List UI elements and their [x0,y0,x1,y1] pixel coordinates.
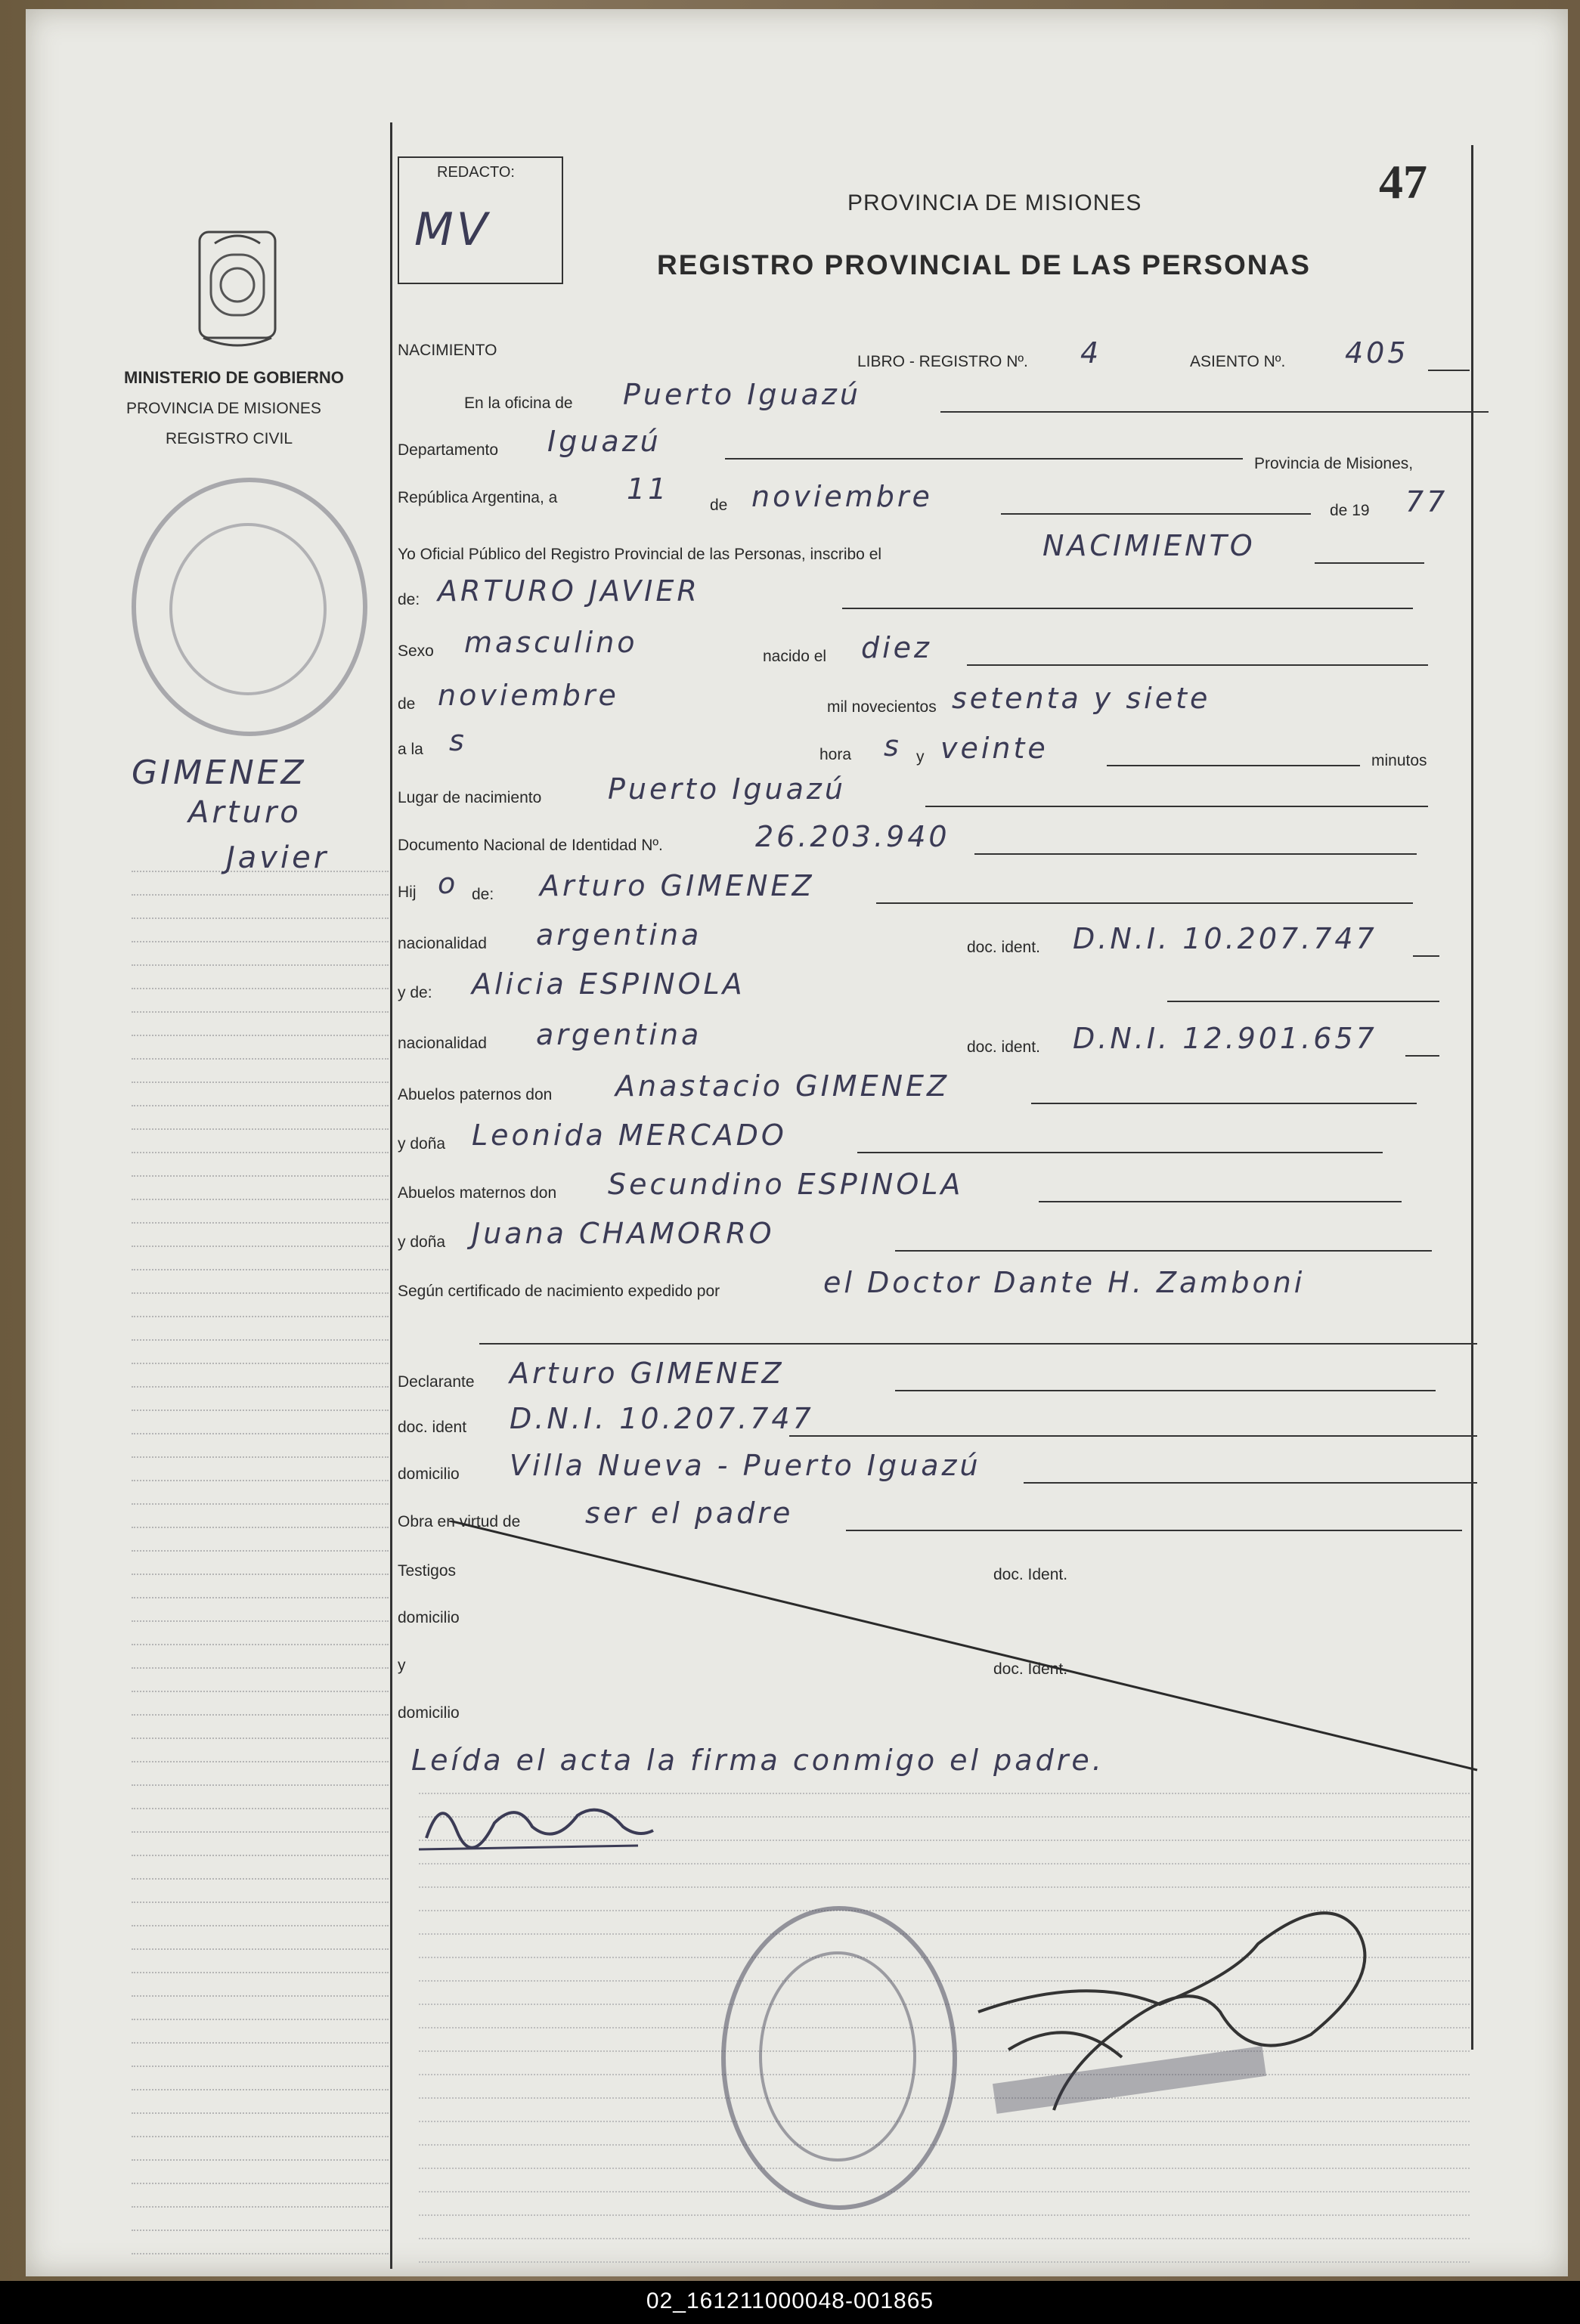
anio-texto-value: setenta y siete [952,682,1211,715]
left-ruling-line [132,1456,389,1459]
left-ruling-line [132,1175,389,1177]
certificado-continuation-line [479,1343,1477,1345]
left-ruling-line [132,2206,389,2208]
fill-line [895,1390,1436,1391]
left-margin-line [390,122,392,2269]
left-ruling-line [132,1550,389,1552]
domicilio2-label: domicilio [398,1609,460,1626]
departamento-label: Departamento [398,441,499,459]
left-ruling-line [132,1527,389,1529]
fill-line [1001,513,1311,515]
y-label: y [916,748,925,766]
fill-line [789,1435,1477,1437]
footer-id: 02_161211000048-001865 [646,2288,934,2313]
libro-label: LIBRO - REGISTRO Nº. [857,353,1028,370]
hora-label: hora [819,746,852,763]
left-ruling-line [132,1784,389,1787]
left-ruling-line [132,1316,389,1318]
fill-line [974,853,1417,855]
left-ruling-line [132,1199,389,1201]
left-ruling-line [132,1011,389,1013]
left-ruling-line [132,1714,389,1716]
fill-line [940,411,1489,413]
dni-label: Documento Nacional de Identidad Nº. [398,837,663,854]
ydona2-label: y doña [398,1233,446,1251]
minutos-label: minutos [1371,752,1427,769]
left-ruling-line [132,1058,389,1060]
yo-oficial-label: Yo Oficial Público del Registro Provincial de las Personas, inscribo el [398,546,882,563]
left-ruling-line [132,1691,389,1693]
madre-doc-value: D.N.I. 12.901.657 [1073,1022,1377,1055]
left-ruling-line [132,1948,389,1951]
obra-label: Obra en virtud de [398,1513,521,1530]
left-ruling-line [132,1105,389,1107]
hij-suffix-value: o [438,867,459,900]
page-number: 47 [1379,155,1427,209]
asiento-value: 405 [1345,336,1409,370]
madre-nac-value: argentina [536,1018,702,1051]
nacionalidad-label: nacionalidad [398,935,487,952]
fill-line [925,806,1428,807]
alas-label: a la [398,741,423,758]
oficina-label: En la oficina de [464,395,573,412]
left-ruling-line [132,2112,389,2115]
madre-value: Alicia ESPINOLA [472,967,745,1001]
right-ruling-line [419,2191,1470,2193]
dia-value: 11 [627,472,670,506]
left-ruling-line [132,1878,389,1880]
minutos-value: veinte [940,732,1049,765]
certificado-value: el Doctor Dante H. Zamboni [823,1266,1306,1299]
hij-label: Hij [398,883,417,901]
left-ruling-line [132,2183,389,2185]
dni-value: 26.203.940 [755,820,950,853]
nacido-mes-value: noviembre [438,679,619,712]
de3-label: de [398,695,416,713]
declarante-doc-value: D.N.I. 10.207.747 [510,1402,814,1435]
abuelo-mat-value: Secundino ESPINOLA [608,1168,964,1201]
fill-line [857,1152,1383,1153]
left-ruling-line [132,1503,389,1505]
doc-ident5-label: doc. Ident. [993,1660,1068,1678]
left-ruling-line [132,1152,389,1154]
de2-label: de: [398,591,420,608]
left-ruling-line [132,1269,389,1271]
left-ruling-line [132,1831,389,1834]
left-ruling-line [132,1761,389,1763]
domicilio-value: Villa Nueva - Puerto Iguazú [510,1449,981,1482]
nacionalidad2-label: nacionalidad [398,1035,487,1052]
left-ruling-line [132,941,389,943]
declarante-label: Declarante [398,1373,475,1391]
declarant-signature [411,1785,661,1861]
left-ruling-line [132,1808,389,1810]
sexo-label: Sexo [398,642,434,660]
fill-line [876,902,1413,904]
closing-statement: Leída el acta la firma conmigo el padre. [411,1744,1104,1777]
fill-line [1315,562,1424,564]
yde-label: y de: [398,984,432,1001]
left-province-label: PROVINCIA DE MISIONES [126,400,321,417]
padre-nac-value: argentina [536,918,702,952]
segun-label: Según certificado de nacimiento expedido por [398,1283,720,1300]
asiento-label: ASIENTO Nº. [1190,353,1286,370]
redacto-box [398,156,563,284]
footer-bar [0,2281,1580,2324]
margin-surname: GIMENEZ [132,754,307,792]
left-ruling-line [132,1995,389,1998]
left-ruling-line [132,2159,389,2162]
y2-label: y [398,1657,406,1674]
doc-ident4-label: doc. Ident. [993,1566,1068,1583]
fill-line [725,458,1243,460]
left-ruling-line [132,1855,389,1857]
ministry-label: MINISTERIO DE GOBIERNO [124,368,344,387]
fill-line [1405,1055,1439,1057]
left-ruling-line [132,1480,389,1482]
left-ruling-line [132,1972,389,1974]
domicilio-label: domicilio [398,1465,460,1483]
left-ruling-line [132,964,389,967]
left-ruling-line [132,1363,389,1365]
doc-ident-label: doc. ident. [967,939,1040,956]
left-ruling-line [132,988,389,990]
fill-line [842,608,1413,609]
anio-value: 77 [1405,485,1448,518]
left-ruling-line [132,1667,389,1670]
nacido-dia-value: diez [861,631,933,664]
lugar-label: Lugar de nacimiento [398,789,542,806]
left-ruling-line [132,1433,389,1435]
left-ruling-line [132,1574,389,1576]
right-ruling-line [419,2261,1470,2264]
libro-value: 4 [1080,336,1102,370]
nombre-value: ARTURO JAVIER [438,574,700,608]
left-ruling-line [132,2089,389,2091]
fill-line [895,1250,1432,1252]
nacido-label: nacido el [763,648,827,665]
header-title: REGISTRO PROVINCIAL DE LAS PERSONAS [657,249,1311,280]
fill-line [1428,370,1470,371]
left-ruling-line [132,2019,389,2021]
fill-line [967,664,1428,666]
left-ruling-line [132,1386,389,1388]
cancellation-line [449,1521,1492,1793]
redacto-label: REDACTO: [437,164,515,181]
margin-second-name: Javier [226,840,330,875]
left-ruling-line [132,1738,389,1740]
lugar-value: Puerto Iguazú [608,772,846,806]
abuelos-pat-label: Abuelos paternos don [398,1086,553,1103]
left-ruling-line [132,1339,389,1341]
mil-label: mil novecientos [827,698,937,716]
republica-label: República Argentina, a [398,489,558,506]
abuela-mat-value: Juana CHAMORRO [472,1217,775,1250]
left-ruling-line [132,1082,389,1084]
coat-of-arms-icon [188,224,287,353]
fill-line [1024,1482,1477,1484]
right-ruling-line [419,2238,1470,2240]
abuelo-pat-value: Anastacio GIMENEZ [615,1069,950,1103]
left-ruling-line [132,1597,389,1599]
fill-line [1039,1201,1402,1202]
left-ruling-line [132,2253,389,2255]
fill-line [1031,1103,1417,1104]
alas-suffix-value: s [449,724,467,757]
hora-suffix-value: s [884,729,902,763]
padre-value: Arturo GIMENEZ [540,869,815,902]
left-ruling-line [132,1128,389,1131]
de19-label: de 19 [1330,502,1370,519]
left-ruling-line [132,2136,389,2138]
de4-label: de: [472,886,494,903]
fill-line [1167,1001,1439,1002]
domicilio3-label: domicilio [398,1704,460,1722]
left-ruling-line [132,1222,389,1224]
doc-ident3-label: doc. ident [398,1419,467,1436]
left-ruling-line [132,1925,389,1927]
fill-line [1413,955,1439,957]
redacto-initials: MV [414,203,491,256]
left-ruling-line [132,1410,389,1412]
de-label: de [710,497,728,514]
header-province: PROVINCIA DE MISIONES [847,190,1142,215]
departamento-value: Iguazú [547,425,661,458]
left-ruling-line [132,2230,389,2232]
declarante-value: Arturo GIMENEZ [510,1357,785,1390]
left-ruling-line [132,1246,389,1248]
acta-value: NACIMIENTO [1042,529,1256,562]
left-official-seal-inner [169,523,327,695]
padre-doc-value: D.N.I. 10.207.747 [1073,922,1377,955]
left-ruling-line [132,918,389,920]
abuela-pat-value: Leonida MERCADO [472,1119,787,1152]
nacimiento-label: NACIMIENTO [398,342,497,359]
ydona-label: y doña [398,1135,446,1153]
fill-line [1107,765,1360,766]
sexo-value: masculino [464,626,638,659]
left-ruling-line [132,1292,389,1295]
left-ruling-line [132,1902,389,1904]
registry-civil-label: REGISTRO CIVIL [166,430,293,447]
abuelos-mat-label: Abuelos maternos don [398,1184,557,1202]
right-ruling-line [419,2214,1470,2217]
left-ruling-line [132,2066,389,2068]
left-ruling-line [132,1035,389,1037]
left-ruling-line [132,2042,389,2044]
left-ruling-line [132,894,389,896]
oficina-value: Puerto Iguazú [623,378,861,411]
official-signature [933,1861,1402,2178]
margin-first-name: Arturo [188,795,302,830]
bottom-official-seal-inner [759,1951,916,2162]
left-ruling-line [132,1644,389,1646]
testigos-label: Testigos [398,1562,457,1580]
registry-page [26,9,1568,2276]
obra-value: ser el padre [585,1496,794,1530]
doc-ident2-label: doc. ident. [967,1038,1040,1056]
mes-value: noviembre [751,480,933,513]
provincia-label: Provincia de Misiones, [1254,455,1414,472]
left-ruling-line [132,1620,389,1623]
